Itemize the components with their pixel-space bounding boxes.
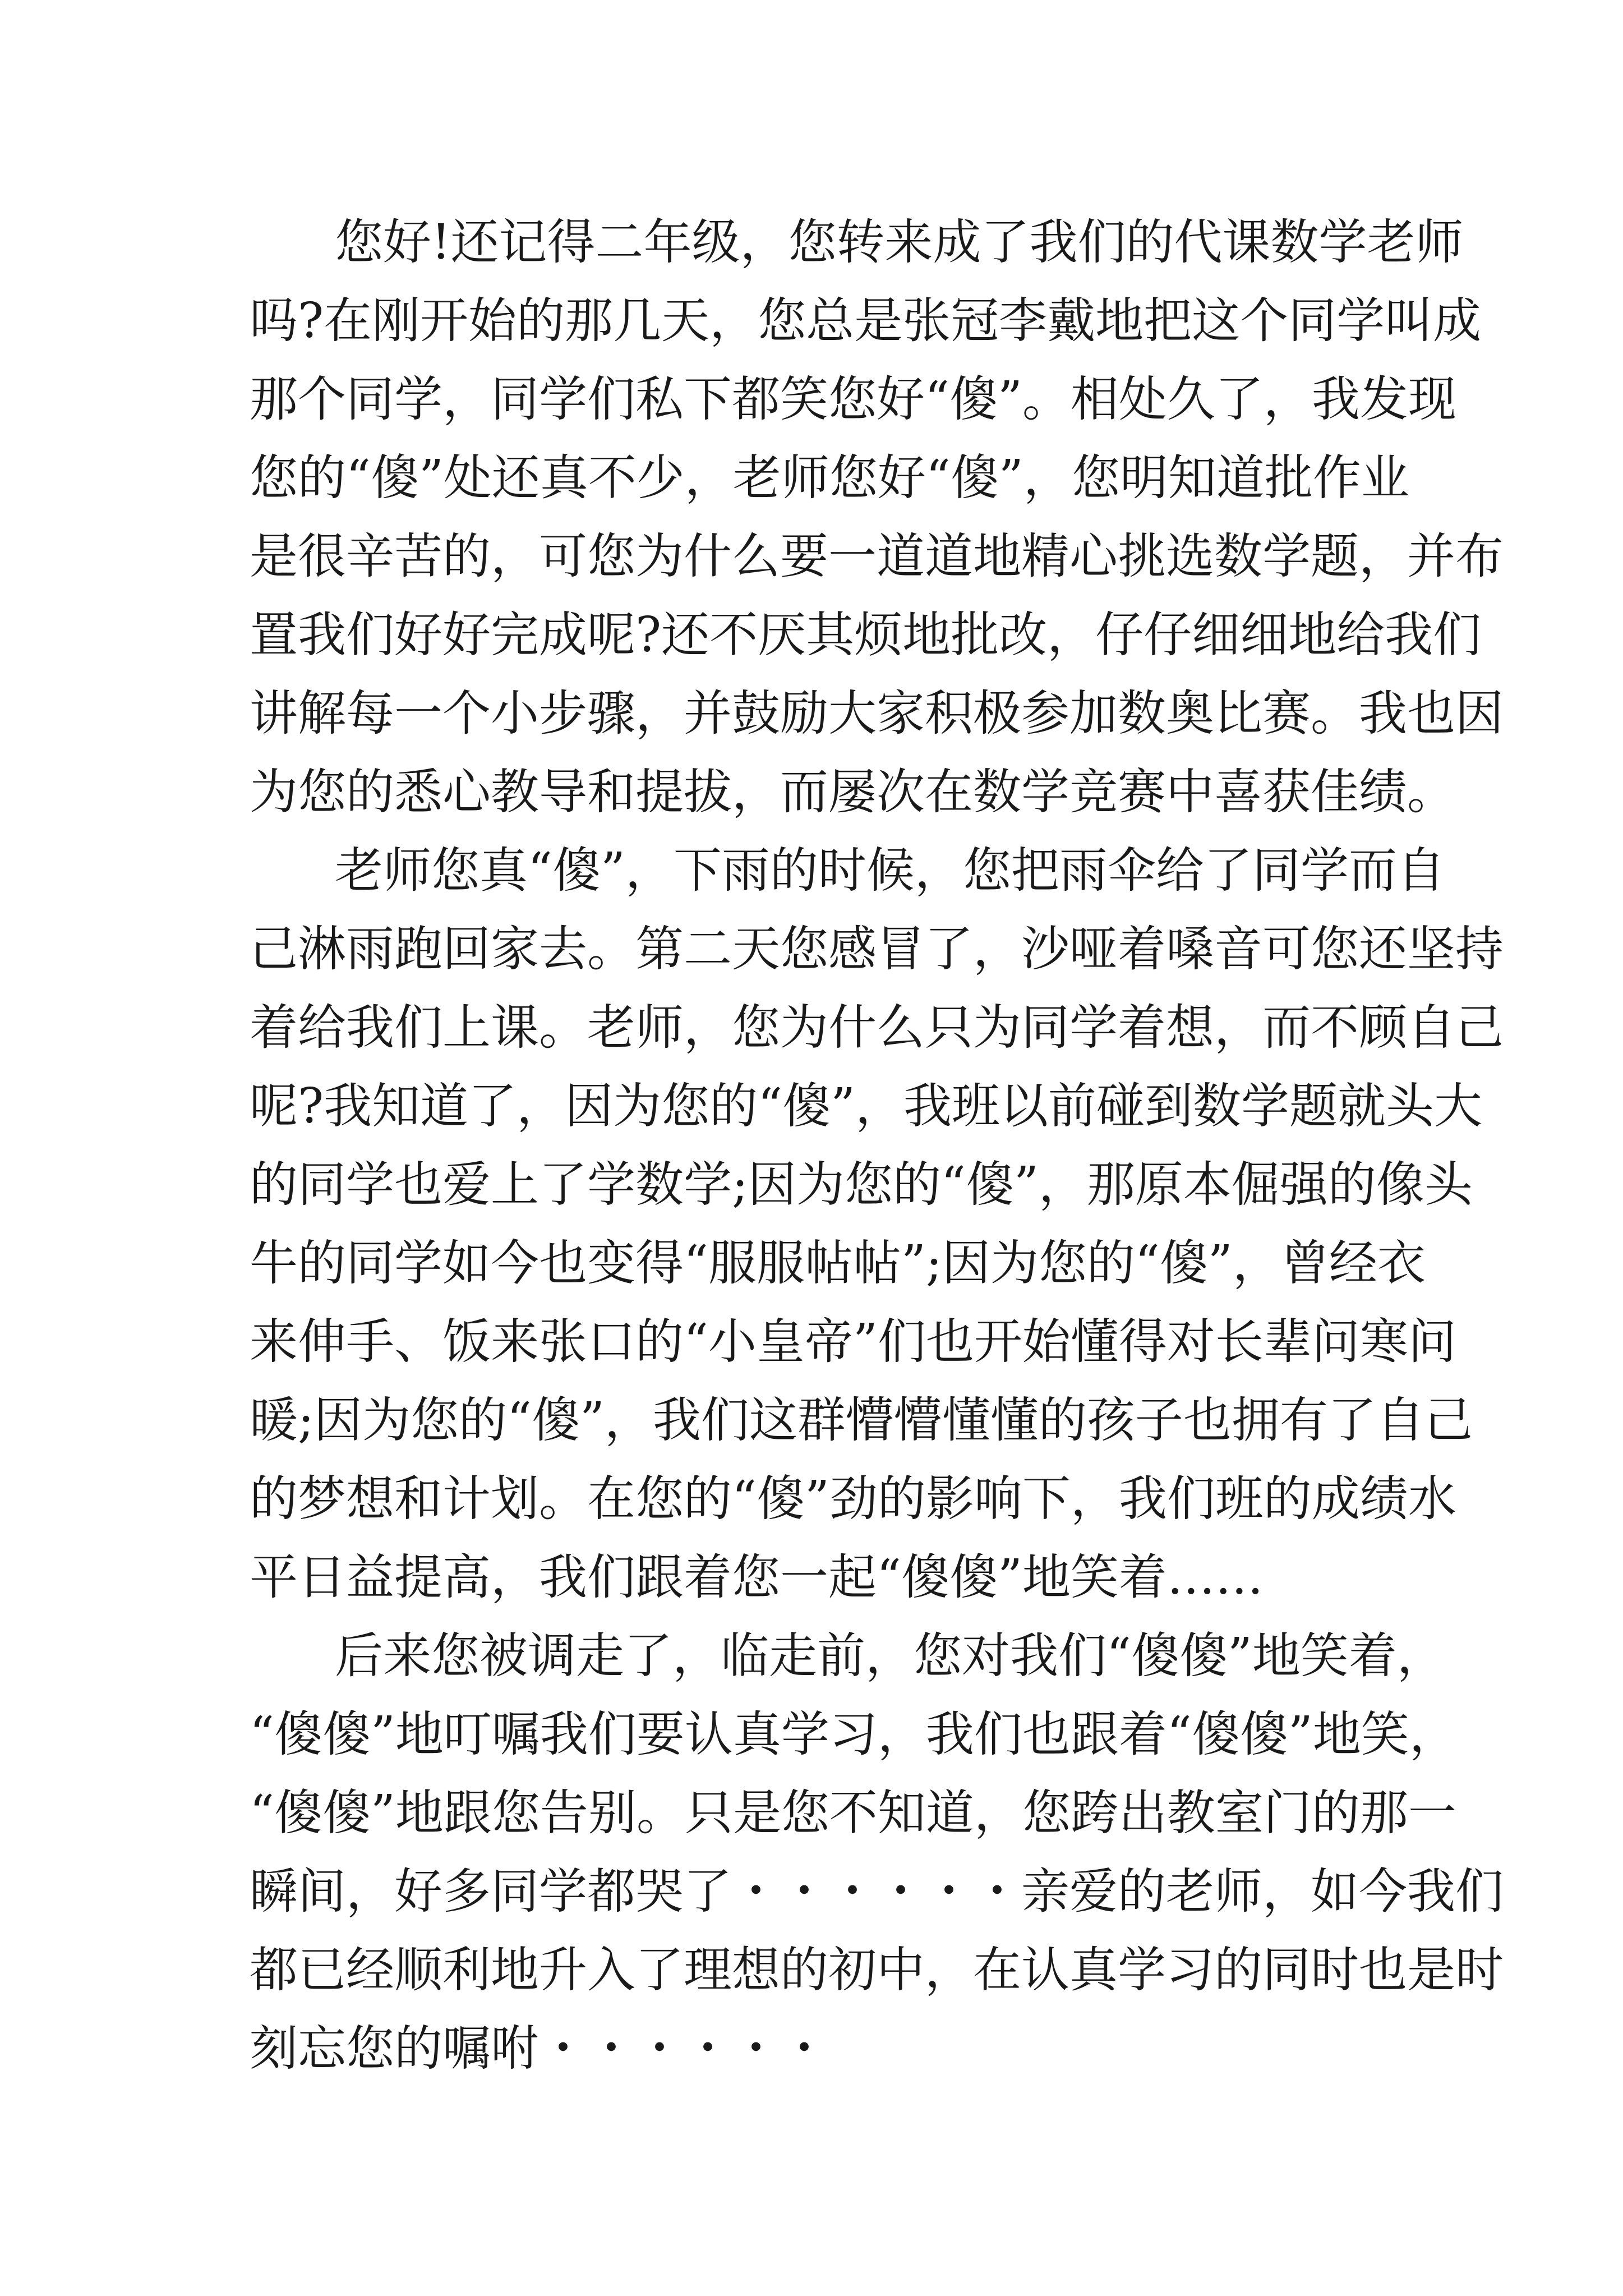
paragraph-3-line-3: “傻傻”地跟您告别。只是您不知道，您跨出教室门的那一 <box>250 1785 1456 1841</box>
paragraph-3-line-2: “傻傻”地叮嘱我们要认真学习，我们也跟着“傻傻”地笑， <box>250 1706 1458 1763</box>
paragraph-3-line-4: 瞬间，好多同学都哭了・・・・・・亲爱的老师，如今我们 <box>250 1864 1504 1920</box>
paragraph-1-line-1: 您好!还记得二年级，您转来成了我们的代课数学老师 <box>335 214 1464 270</box>
paragraph-1-line-3: 那个同学，同学们私下都笑您好“傻”。相处久了，我发现 <box>250 371 1456 427</box>
paragraph-2-line-4: 呢?我知道了，因为您的“傻”，我班以前碰到数学题就头大 <box>250 1078 1483 1134</box>
paragraph-2-line-9: 的梦想和计划。在您的“傻”劲的影响下，我们班的成绩水 <box>250 1471 1456 1527</box>
paragraph-1-line-2: 吗?在刚开始的那几天，您总是张冠李戴地把这个同学叫成 <box>250 293 1482 349</box>
paragraph-3-line-1: 后来您被调走了，临走前，您对我们“傻傻”地笑着， <box>335 1628 1445 1684</box>
paragraph-2-line-2: 己淋雨跑回家去。第二天您感冒了，沙哑着嗓音可您还坚持 <box>250 921 1504 977</box>
paragraph-2-line-5: 的同学也爱上了学数学;因为您的“傻”，那原本倔强的像头 <box>250 1157 1473 1213</box>
paragraph-2-line-3: 着给我们上课。老师，您为什么只为同学着想，而不顾自己 <box>250 1000 1504 1056</box>
paragraph-2-line-6: 牛的同学如今也变得“服服帖帖”;因为您的“傻”，曾经衣 <box>250 1235 1426 1291</box>
paragraph-1-line-6: 置我们好好完成呢?还不厌其烦地批改，仔仔细细地给我们 <box>250 607 1482 663</box>
paragraph-2-line-7: 来伸手、饭来张口的“小皇帝”们也开始懂得对长辈问寒问 <box>250 1314 1456 1370</box>
paragraph-1-line-4: 您的“傻”处还真不少，老师您好“傻”，您明知道批作业 <box>250 450 1409 506</box>
paragraph-3-line-6: 刻忘您的嘱咐・・・・・・ <box>250 2021 828 2077</box>
letter-body <box>250 203 1504 2088</box>
paragraph-1-line-7: 讲解每一个小步骤，并鼓励大家积极参加数奥比赛。我也因 <box>250 685 1504 742</box>
paragraph-3-line-5: 都已经顺利地升入了理想的初中，在认真学习的同时也是时 <box>250 1942 1504 1998</box>
paragraph-1-line-5: 是很辛苦的，可您为什么要一道道地精心挑选数学题，并布 <box>250 528 1504 585</box>
paragraph-2-line-1: 老师您真“傻”，下雨的时候，您把雨伞给了同学而自 <box>335 843 1445 899</box>
paragraph-2-line-8: 暖;因为您的“傻”，我们这群懵懵懂懂的孩子也拥有了自己 <box>250 1392 1473 1448</box>
paragraph-1-line-8: 为您的悉心教导和提拔，而屡次在数学竞赛中喜获佳绩。 <box>250 764 1455 820</box>
paragraph-2-line-10: 平日益提高，我们跟着您一起“傻傻”地笑着…… <box>250 1549 1264 1605</box>
